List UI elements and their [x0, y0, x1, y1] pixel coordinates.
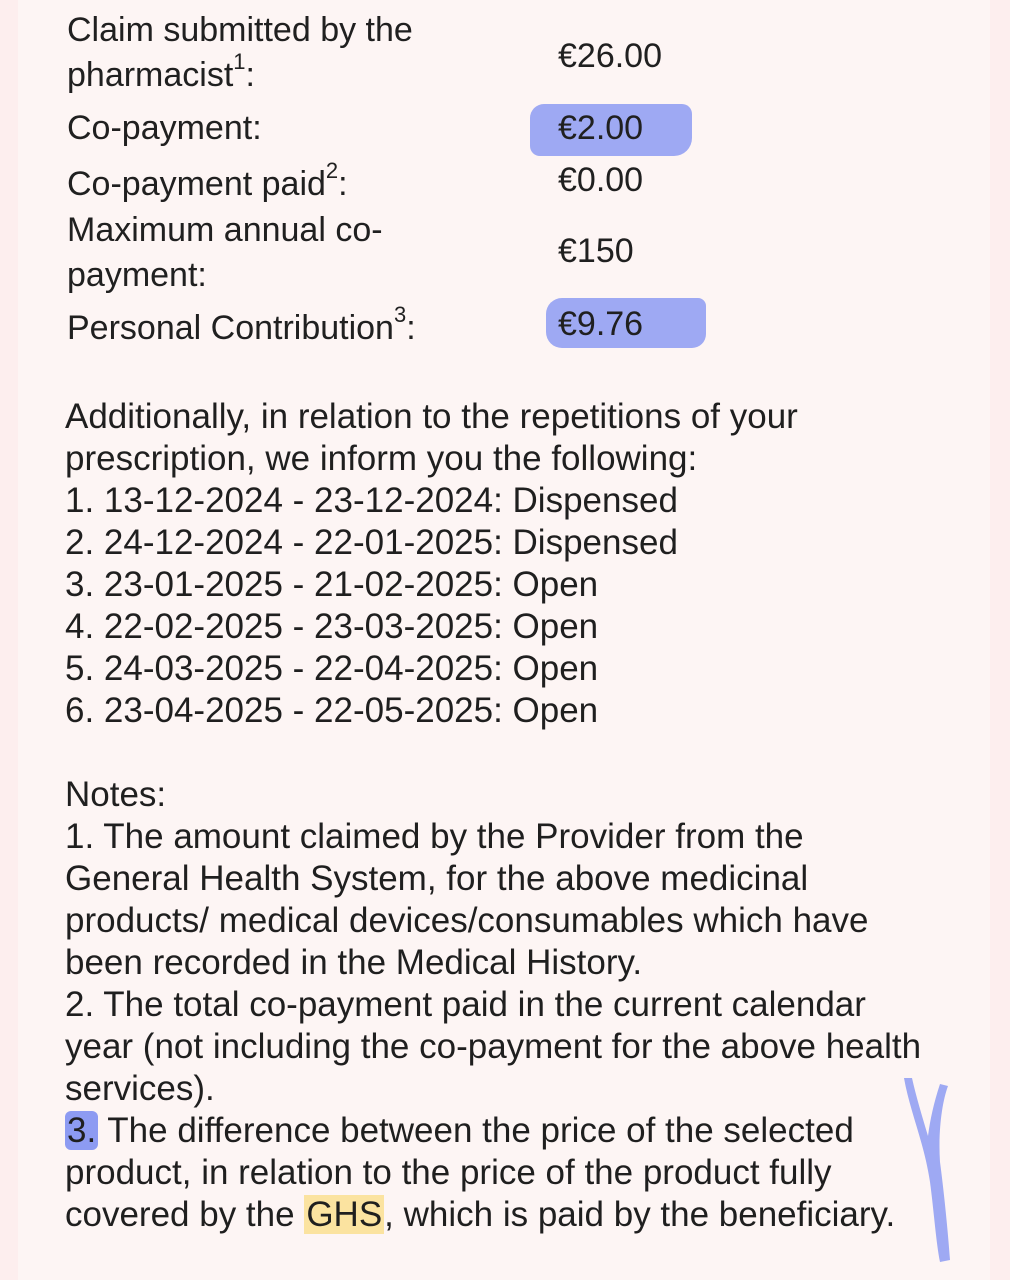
repetition-item: 1. 13-12-2024 - 23-12-2024: Dispensed — [65, 481, 678, 520]
pen-stroke-mark — [890, 1072, 954, 1268]
max-annual-co-payment-value: €150 — [558, 232, 634, 270]
note-3-number: 3. — [67, 1111, 97, 1150]
claim-submitted-value: €26.00 — [558, 37, 662, 75]
repetition-item: 3. 23-01-2025 - 21-02-2025: Open — [65, 565, 599, 604]
repetition-item: 2. 24-12-2024 - 22-01-2025: Dispensed — [65, 523, 678, 562]
ghs-highlight: GHS — [306, 1195, 383, 1234]
note-3: product, in relation to the price of the product fully — [65, 1153, 832, 1192]
note-1: General Health System, for the above medicinal — [65, 859, 809, 898]
note-1: been recorded in the Medical History. — [65, 943, 643, 982]
personal-contribution-label: Personal Contribution$^3$: — [67, 301, 416, 347]
note-1: products/ medical devices/consumables which have — [65, 901, 869, 940]
repetition-item: 5. 24-03-2025 - 22-04-2025: Open — [65, 649, 599, 688]
note-2: 2. The total co-payment paid in the current calendar — [65, 985, 866, 1024]
co-payment-paid-label: Co-payment paid$^2$: — [67, 157, 348, 203]
max-annual-co-payment-label: Maximum annual co- payment: — [67, 211, 383, 294]
co-payment-paid-value: €0.00 — [558, 161, 644, 199]
notes-section — [65, 774, 985, 1236]
note-3: covered by the GHS, which is paid by the beneficiary. — [65, 1195, 896, 1234]
claim-summary — [18, 0, 990, 380]
claim-submitted-label: Claim submitted by the pharmacist$^1$: — [67, 11, 413, 94]
repetition-item: 6. 23-04-2025 - 22-05-2025: Open — [65, 691, 599, 730]
personal-contribution-value: €9.76 — [558, 305, 644, 343]
note-2: services). — [65, 1069, 215, 1108]
co-payment-label: Co-payment: — [67, 109, 262, 147]
note-2: year (not including the co-payment for the above health — [65, 1027, 922, 1066]
co-payment-value: €2.00 — [558, 109, 644, 147]
repetitions-section — [65, 396, 985, 732]
note-3: 3. The difference between the price of the selected — [67, 1111, 854, 1150]
repetitions-intro: Additionally, in relation to the repetitions of your — [65, 397, 798, 436]
repetitions-intro: prescription, we inform you the following: — [65, 439, 698, 478]
note-1: 1. The amount claimed by the Provider from the — [65, 817, 804, 856]
repetition-item: 4. 22-02-2025 - 23-03-2025: Open — [65, 607, 599, 646]
document-page — [18, 0, 990, 1280]
notes-heading: Notes: — [65, 775, 167, 814]
